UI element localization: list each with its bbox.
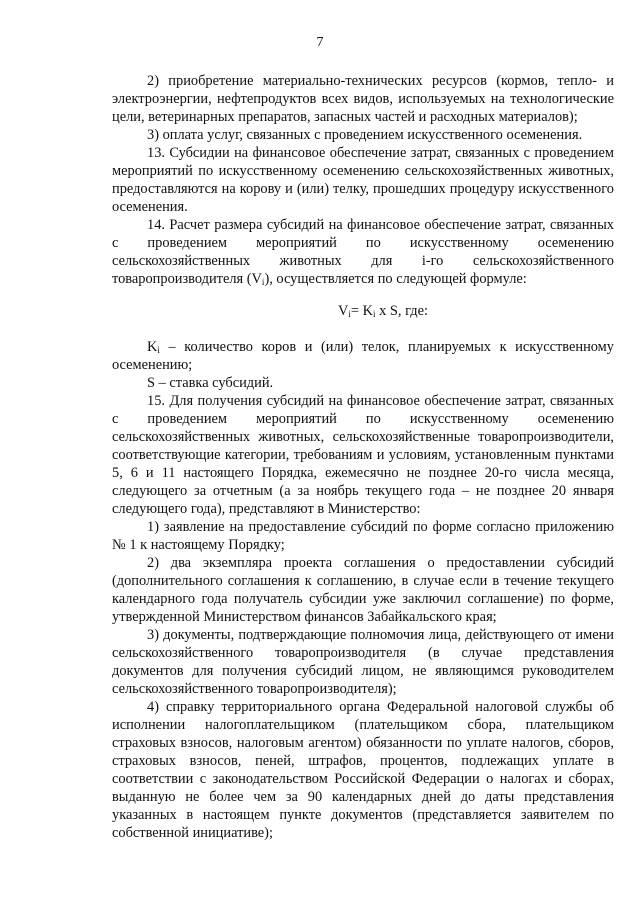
paragraph-13: 13. Субсидии на финансовое обеспечение затрат, связанных с проведением мероприятий по искусственному осеменению сельскохозяйственных животных, предоставляются на корову и (или) телку, прошедших процедуру искусственного осеменения. <box>112 145 614 215</box>
paragraph-item-2: 2) приобретение материально-технических ресурсов (кормов, тепло- и электроэнергии, нефтепродуктов всех видов, используемых на технологические цели, ветеринарных препаратов, запасных частей и расходных материалов); <box>112 73 614 125</box>
definition-k <box>112 338 614 374</box>
paragraph-item-3: 3) оплата услуг, связанных с проведением искусственного осеменения. <box>147 127 583 143</box>
formula-v-subscript: i <box>348 309 351 319</box>
definition-k-symbol: K <box>147 339 158 355</box>
paragraph-14-text-end: ), осуществляется по следующей формуле: <box>264 271 527 287</box>
list-item-2: 2) два экземпляра проекта соглашения о предоставлении субсидий (дополнительного соглашения к соглашению, в случае если в течение текущего календарного года получатель субсидии уже заключил соглашение) по форме, утвержденной Министерством финансов Забайкальского края; <box>112 555 614 625</box>
formula <box>152 302 614 320</box>
list-item-1: 1) заявление на предоставление субсидий по форме согласно приложению № 1 к настоящему Порядку; <box>112 519 614 553</box>
paragraph-14-text: 14. Расчет размера субсидий на финансовое обеспечение затрат, связанных с проведением мероприятий по искусственному осеменению сельскохозяйственных животных для i-го сельскохозяйственного товаропроизводителя (V <box>112 217 614 287</box>
definition-k-text: – количество коров и (или) телок, планируемых к искусственному осеменению; <box>112 339 614 373</box>
formula-k: = K <box>350 303 374 319</box>
paragraph-15: 15. Для получения субсидий на финансовое обеспечение затрат, связанных с проведением мероприятий по искусственному осеменению сельскохозяйственных животных, сельскохозяйственные товаропроизводители, соответствующие категории, требованиям и условиям, установленным пунктами 5, 6 и 11 настоящего Порядка, ежемесячно не позднее 20-го числа месяца, следующего за отчетным (а за ноябрь текущего года – не позднее 20 января следующего года), представляют в Министерство: <box>112 393 614 517</box>
formula-v: V <box>337 303 349 319</box>
page-number: 7 <box>316 35 324 50</box>
definition-s: S – ставка субсидий. <box>147 375 274 391</box>
paragraph-14 <box>112 216 614 288</box>
list-item-4: 4) справку территориального органа Федеральной налоговой службы об исполнении налогоплательщиком (плательщиком сбора, плательщиком страховых взносов, налоговым агентом) обязанности по уплате налогов, сборов, страховых взносов, пеней, штрафов, процентов, подлежащих уплате в соответствии с законодательством Российской Федерации о налогах и сборах, выданную не более чем за 90 календарных дней до даты представления указанных в настоящем пункте документов (представляется заявителем по собственной инициативе); <box>112 699 614 841</box>
document-body <box>112 72 614 842</box>
definition-k-subscript: i <box>157 345 160 355</box>
formula-rest: x S, где: <box>375 303 429 319</box>
paragraph-14-subscript: i <box>261 277 265 287</box>
list-item-3: 3) документы, подтверждающие полномочия лица, действующего от имени сельскохозяйственного товаропроизводителя (в случае представления документов для получения субсидий лицом, не являющимся руководителем сельскохозяйственного товаропроизводителя); <box>112 627 614 697</box>
formula-k-subscript: i <box>373 309 376 319</box>
